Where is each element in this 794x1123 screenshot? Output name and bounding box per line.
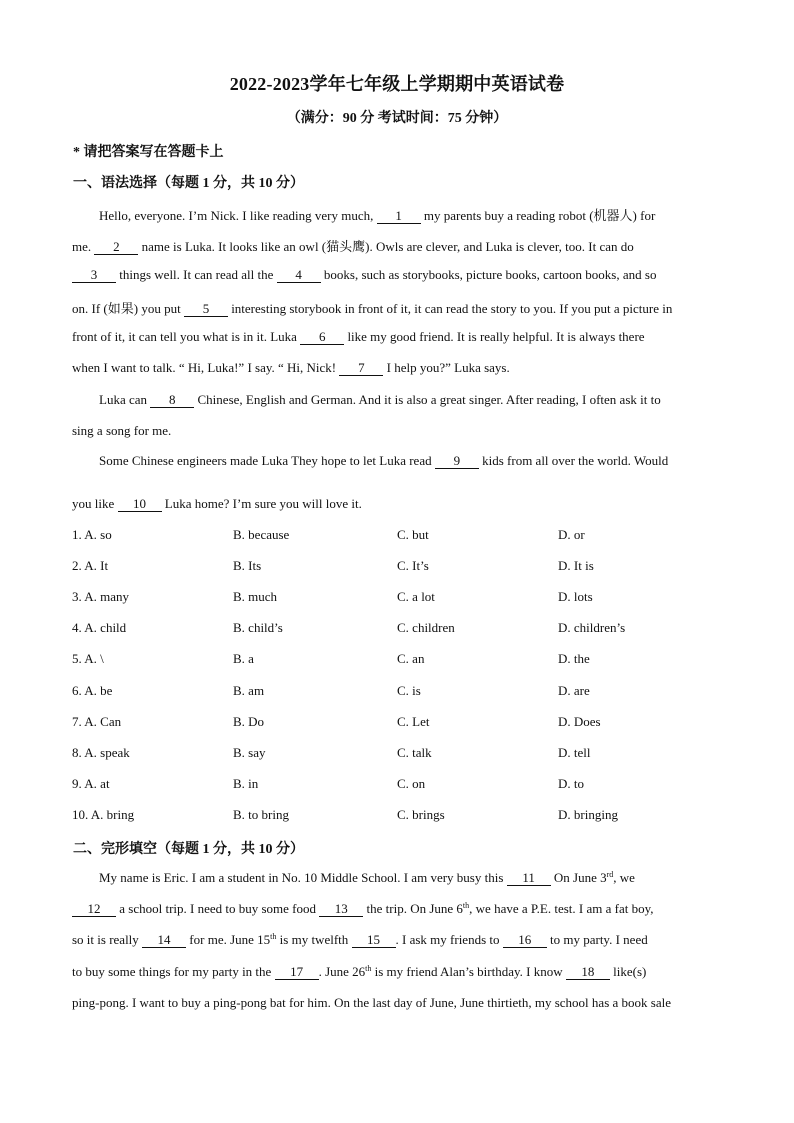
question-option-b: B. to bring <box>233 806 289 822</box>
blank-17: 17 <box>275 965 319 980</box>
blank-9: 9 <box>435 454 479 469</box>
question-row <box>72 589 722 607</box>
passage-1-line-5: front of it, it can tell you what is in it. Luka 6 like my good friend. It is really helpful. It is always there <box>72 329 645 344</box>
passage-4-line-5: ping-pong. I want to buy a ping-pong bat for him. On the last day of June, June thirtieth, my school has a book sale <box>72 995 671 1010</box>
question-row <box>72 558 722 576</box>
blank-16: 16 <box>503 933 547 948</box>
blank-12: 12 <box>72 902 116 917</box>
question-option-d: D. are <box>558 682 590 698</box>
question-row <box>72 527 722 545</box>
question-option-d: D. tell <box>558 744 591 760</box>
question-option-d: D. lots <box>558 589 593 605</box>
question-option-d: D. It is <box>558 558 594 574</box>
blank-4: 4 <box>277 268 321 283</box>
question-option-a: 9. A. at <box>72 775 110 791</box>
question-option-b: B. much <box>233 589 278 605</box>
blank-14: 14 <box>142 933 186 948</box>
passage-1-line-3: 3 things well. It can read all the 4 books, such as storybooks, picture books, cartoon books, and so <box>72 267 724 283</box>
passage-3-line-2: you like 10 Luka home? I’m sure you will love it. <box>72 496 362 511</box>
question-option-c: C. on <box>397 775 426 791</box>
question-row <box>72 714 722 732</box>
blank-10: 10 <box>118 497 162 512</box>
blank-15: 15 <box>352 933 396 948</box>
question-option-c: C. children <box>397 620 455 636</box>
passage-2-line-2: sing a song for me. <box>72 423 172 438</box>
question-option-c: C. a lot <box>397 589 435 605</box>
question-row <box>72 776 722 794</box>
question-row <box>72 807 722 825</box>
blank-3: 3 <box>72 268 116 283</box>
blank-8: 8 <box>150 393 194 408</box>
question-option-b: B. in <box>233 775 259 791</box>
passage-4-line-2: 12 a school trip. I need to buy some food 13 the trip. On June 6th, we have a P.E. test. I am a fat boy, <box>72 901 724 917</box>
question-row <box>72 745 722 763</box>
question-option-a: 1. A. so <box>72 527 112 542</box>
question-option-a: 7. A. Can <box>72 713 122 729</box>
blank-6: 6 <box>300 330 344 345</box>
question-option-c: C. an <box>397 651 425 667</box>
question-option-a: 10. A. bring <box>72 806 135 822</box>
passage-4-line-1: My name is Eric. I am a student in No. 10 Middle School. I am very busy this 11 On June 3rd, we <box>99 870 635 885</box>
question-option-b: B. am <box>233 682 265 698</box>
question-option-b: B. Do <box>233 713 265 729</box>
question-option-b: B. a <box>233 651 254 667</box>
question-option-c: C. talk <box>397 744 432 760</box>
question-option-d: D. children’s <box>558 620 626 636</box>
blank-7: 7 <box>339 361 383 376</box>
question-option-a: 2. A. It <box>72 558 109 574</box>
exam-subtitle: （满分：90 分 考试时间：75 分钟） <box>286 111 508 126</box>
passage-1-line-2: me. 2 name is Luka. It looks like an owl (猫头鹰). Owls are clever, and Luka is clever, too. It can do <box>72 239 634 254</box>
passage-2-line-1: Luka can 8 Chinese, English and German. And it is also a great singer. After reading, I often ask it to <box>99 392 661 407</box>
section-2-heading: 二、完形填空（每题 1 分，共 10 分） <box>73 842 304 857</box>
question-option-b: B. child’s <box>233 620 283 636</box>
question-option-c: C. but <box>397 527 429 542</box>
question-option-a: 3. A. many <box>72 589 130 605</box>
passage-1-line-1: Hello, everyone. I’m Nick. I like reading very much, 1 my parents buy a reading robot (机器人) for <box>99 208 656 223</box>
question-row <box>72 651 722 669</box>
question-option-c: C. brings <box>397 806 445 822</box>
question-option-c: C. It’s <box>397 558 429 574</box>
question-option-d: D. Does <box>558 713 601 729</box>
question-option-c: C. is <box>397 682 421 698</box>
question-option-a: 6. A. be <box>72 682 113 698</box>
question-option-d: D. to <box>558 775 584 791</box>
question-option-b: B. because <box>233 527 290 542</box>
passage-1-line-6: when I want to talk. “ Hi, Luka!” I say. “ Hi, Nick! 7 I help you?” Luka says. <box>72 360 510 375</box>
passage-4-line-3: so it is really 14 for me. June 15th is my twelfth 15 . I ask my friends to 16 to my party. I need <box>72 932 648 947</box>
blank-13: 13 <box>319 902 363 917</box>
blank-18: 18 <box>566 965 610 980</box>
question-row <box>72 620 722 638</box>
question-option-a: 4. A. child <box>72 620 127 636</box>
answer-card-note: * 请把答案写在答题卡上 <box>73 145 224 160</box>
exam-title: 2022-2023学年七年级上学期期中英语试卷 <box>229 74 565 94</box>
blank-5: 5 <box>184 302 228 317</box>
blank-11: 11 <box>507 871 551 886</box>
passage-3-line-1: Some Chinese engineers made Luka They hope to let Luka read 9 kids from all over the world. Would <box>99 453 669 468</box>
blank-2: 2 <box>94 240 138 255</box>
question-option-c: C. Let <box>397 713 430 729</box>
question-row <box>72 683 722 701</box>
question-option-d: D. the <box>558 651 590 667</box>
passage-4-line-4: to buy some things for my party in the 17 . June 26th is my friend Alan’s birthday. I know 18 like(s) <box>72 964 647 979</box>
blank-1: 1 <box>377 209 421 224</box>
question-option-d: D. bringing <box>558 806 618 822</box>
question-option-d: D. or <box>558 527 585 542</box>
question-option-a: 8. A. speak <box>72 744 130 760</box>
passage-1-line-4: on. If (如果) you put 5 interesting storybook in front of it, it can read the story to you. If you put a picture in <box>72 301 673 316</box>
question-option-b: B. Its <box>233 558 262 574</box>
section-1-heading: 一、语法选择（每题 1 分，共 10 分） <box>73 176 304 191</box>
question-option-a: 5. A. \ <box>72 651 104 667</box>
question-option-b: B. say <box>233 744 266 760</box>
